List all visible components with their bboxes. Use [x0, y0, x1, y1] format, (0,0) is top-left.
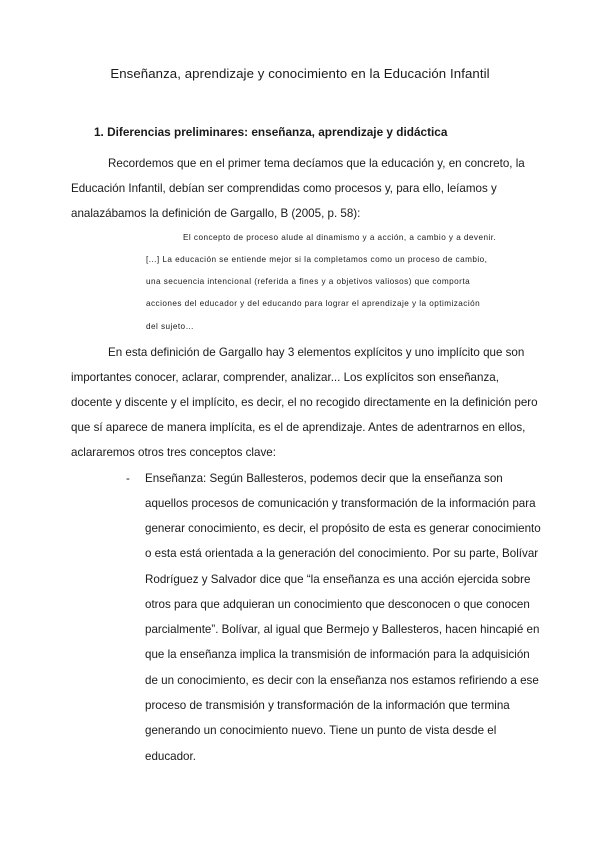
bullet-line: generar conocimiento, es decir, el propósito de esta es generar conocimiento — [145, 522, 541, 535]
bullet-line: o esta está orientada a la generación del conocimiento. Por su parte, Bolívar — [145, 547, 539, 560]
bullet-line: educador. — [145, 750, 196, 763]
quote-line: [...] La educación se entiende mejor si la completamos como un proceso de cambio, — [146, 255, 488, 264]
bullet-line: que la enseñanza implica la transmisión de información para la adquisición — [145, 648, 530, 661]
quote-line: El concepto de proceso alude al dinamismo y a acción, a cambio y a devenir. — [183, 233, 497, 242]
bullet-line: Rodríguez y Salvador dice que “la enseñanza es una acción ejercida sobre — [145, 573, 531, 586]
bullet-line: de un conocimiento, es decir con la enseñanza nos estamos refiriendo a ese — [145, 674, 539, 687]
bullet-line: Enseñanza: Según Ballesteros, podemos decir que la enseñanza son — [145, 472, 503, 485]
bullet-line: parcialmente”. Bolívar, al igual que Bermejo y Ballesteros, hacen hincapié en — [145, 623, 540, 636]
document-title: Enseñanza, aprendizaje y conocimiento en la Educación Infantil — [110, 66, 490, 81]
quote-line: una secuencia intencional (referida a fines y a objetivos valiosos) que comporta — [146, 277, 471, 286]
paragraph-line: docente y discente y el implícito, es decir, el no recogido directamente en la definición pero — [71, 396, 538, 409]
quote-line: acciones del educador y del educando para lograr el aprendizaje y la optimización — [146, 299, 481, 308]
paragraph-line: aclararemos otros tres conceptos clave: — [71, 446, 276, 459]
paragraph-line: que sí aparece de manera implícita, es el de aprendizaje. Antes de adentrarnos en ellos, — [71, 421, 526, 434]
bullet-line: otros para que adquieran un conocimiento que desconocen o que conocen — [145, 598, 530, 611]
bullet-line: aquellos procesos de comunicación y transformación de la información para — [145, 497, 536, 510]
bullet-line: generando un conocimiento nuevo. Tiene un punto de vista desde el — [145, 724, 497, 737]
bullet-line: proceso de transmisión y transformación de la información que termina — [145, 699, 510, 712]
bullet-marker: - — [126, 472, 130, 485]
section-heading: 1. Diferencias preliminares: enseñanza, aprendizaje y didáctica — [94, 125, 448, 139]
paragraph-line: Educación Infantil, debían ser comprendidas como procesos y, para ello, leíamos y — [71, 182, 497, 195]
paragraph-line: En esta definición de Gargallo hay 3 elementos explícitos y uno implícito que son — [108, 346, 525, 359]
paragraph-line: Recordemos que en el primer tema decíamos que la educación y, en concreto, la — [108, 157, 525, 170]
paragraph-line: analazábamos la definición de Gargallo, B (2005, p. 58): — [71, 207, 361, 220]
paragraph-line: importantes conocer, aclarar, comprender, analizar... Los explícitos son enseñanza, — [71, 371, 499, 384]
quote-line: del sujeto… — [146, 322, 195, 331]
